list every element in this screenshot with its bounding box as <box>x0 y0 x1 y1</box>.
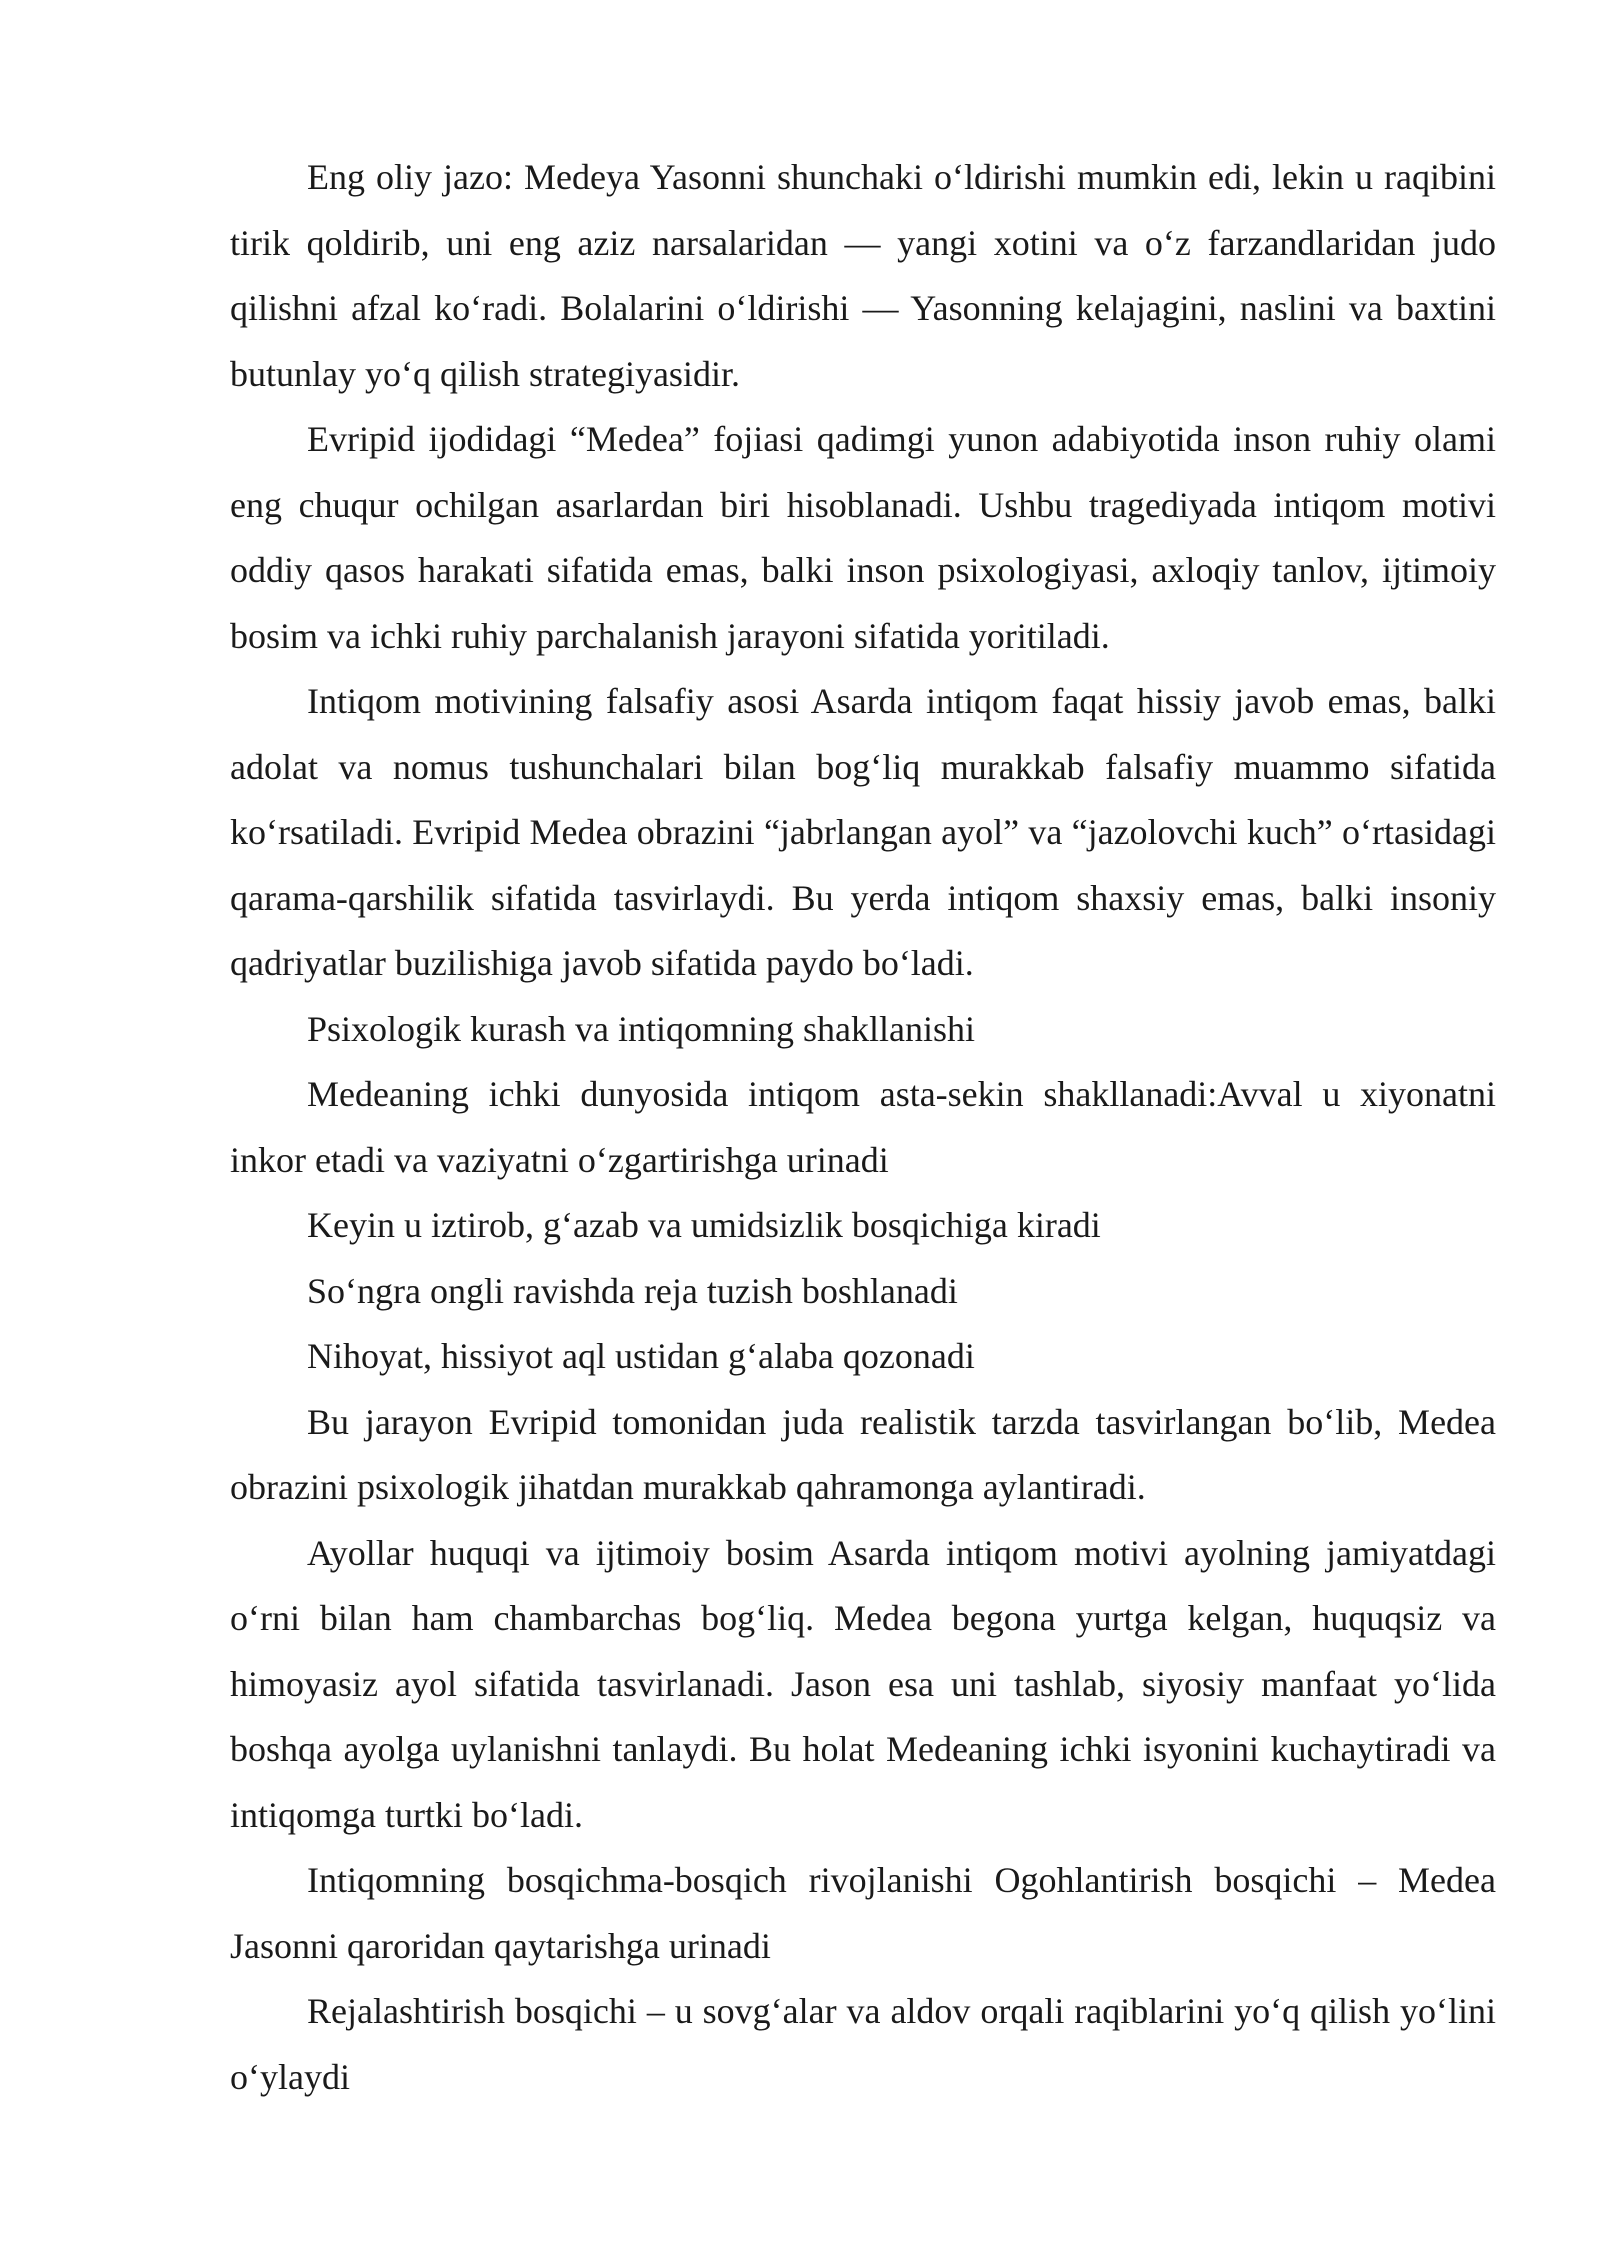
paragraph-revenge-formation-stage-4: Nihoyat, hissiyot aql ustidan gʻalaba qozonadi <box>307 1336 975 1376</box>
paragraph-realistic-depiction: Bu jarayon Evripid tomonidan juda realistik tarzda tasvirlangan boʻlib, Medea obrazini psixologik jihatdan murakkab qahramonga aylantiradi. <box>230 1401 1496 1507</box>
paragraph-revenge-formation-stage-2: Keyin u iztirob, gʻazab va umidsizlik bosqichiga kiradi <box>307 1205 1101 1245</box>
paragraph-warning-stage: Intiqomning bosqichma-bosqich rivojlanishi Ogohlantirish bosqichi – Medea Jasonni qaroridan qaytarishga urinadi <box>230 1860 1496 1966</box>
paragraph-ultimate-punishment: Eng oliy jazo: Medeya Yasonni shunchaki oʻldirishi mumkin edi, lekin u raqibini tirik qoldirib, uni eng aziz narsalaridan — yangi xotini va oʻz farzandlaridan judo qilishni afzal koʻradi. Bolalarini oʻldirishi — Yasonning kelajagini, naslini va baxtini butunlay yoʻq qilish strategiyasidir. <box>230 157 1496 394</box>
paragraph-psychological-struggle-heading: Psixologik kurash va intiqomning shakllanishi <box>307 1008 975 1049</box>
paragraph-womens-rights: Ayollar huquqi va ijtimoiy bosim Asarda intiqom motivi ayolning jamiyatdagi oʻrni bilan ham chambarchas bogʻliq. Medea begona yurtga kelgan, huquqsiz va himoyasiz ayol sifatida tasvirlanadi. Jason esa uni tashlab, siyosiy manfaat yoʻlida boshqa ayolga uylanishni tanlaydi. Bu holat Medeaning ichki isyonini kuchaytiradi va intiqomga turtki boʻladi. <box>230 1532 1496 1835</box>
paragraph-philosophical-basis: Intiqom motivining falsafiy asosi Asarda intiqom faqat hissiy javob emas, balki adolat va nomus tushunchalari bilan bogʻliq murakkab falsafiy muammo sifatida koʻrsatiladi. Evripid Medea obrazini “jabrlangan ayol” va “jazolovchi kuch” oʻrtasidagi qarama-qarshilik sifatida tasvirlaydi. Bu yerda intiqom shaxsiy emas, balki insoniy qadriyatlar buzilishiga javob sifatida paydo boʻladi. <box>230 681 1496 983</box>
paragraph-planning-stage: Rejalashtirish bosqichi – u sovgʻalar va aldov orqali raqiblarini yoʻq qilish yoʻlini oʻylaydi <box>230 1991 1496 2097</box>
paragraph-revenge-formation-stage-1: Medeaning ichki dunyosida intiqom asta-sekin shakllanadi:Avval u xiyonatni inkor etadi va vaziyatni oʻzgartirishga urinadi <box>230 1074 1496 1180</box>
document-body <box>230 145 1496 2110</box>
paragraph-revenge-formation-stage-3: Soʻngra ongli ravishda reja tuzish boshlanadi <box>307 1270 958 1311</box>
paragraph-medea-tragedy-intro: Evripid ijodidagi “Medea” fojiasi qadimgi yunon adabiyotida inson ruhiy olami eng chuqur ochilgan asarlardan biri hisoblanadi. Ushbu tragediyada intiqom motivi oddiy qasos harakati sifatida emas, balki inson psixologiyasi, axloqiy tanlov, ijtimoiy bosim va ichki ruhiy parchalanish jarayoni sifatida yoritiladi. <box>230 419 1496 656</box>
